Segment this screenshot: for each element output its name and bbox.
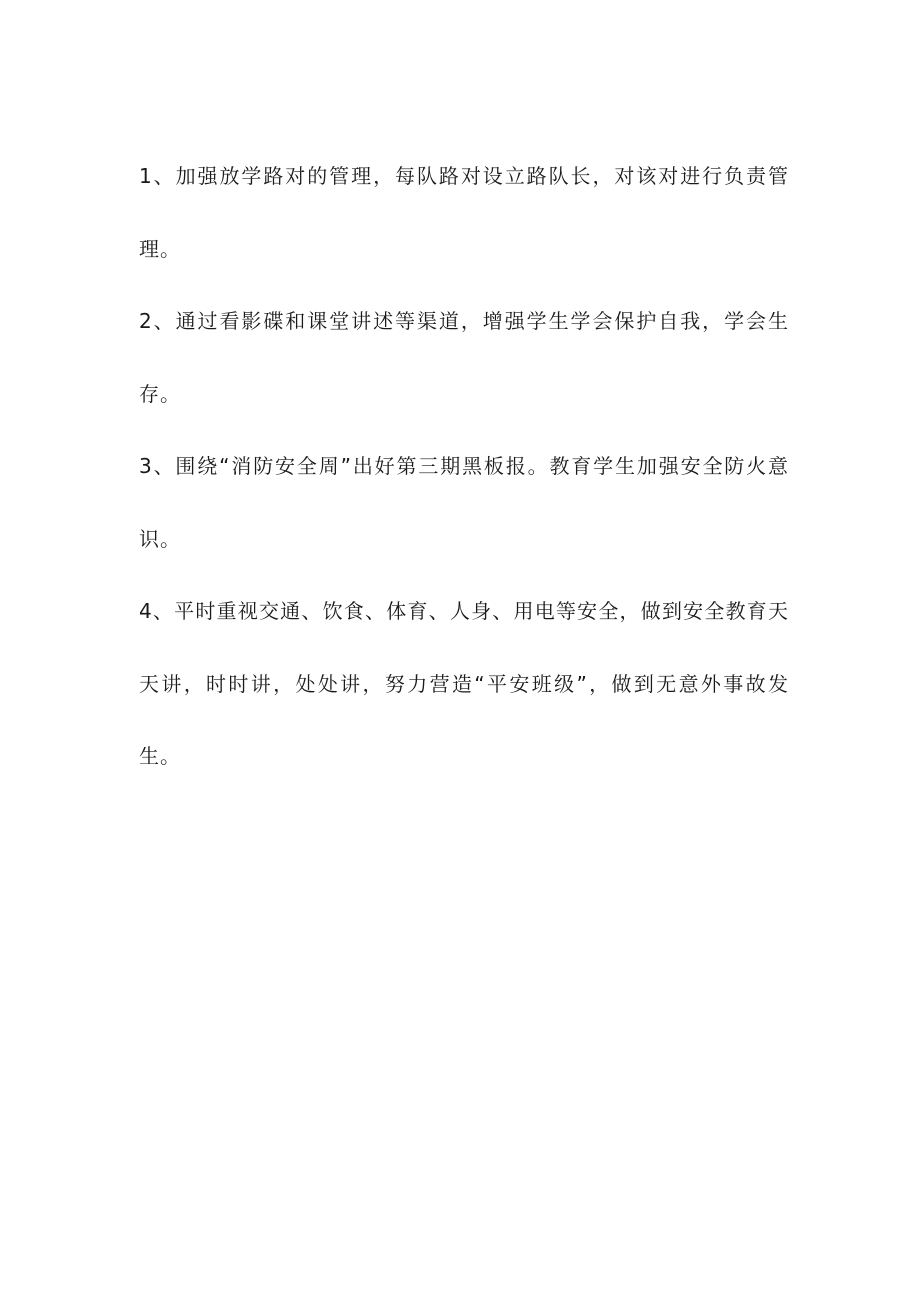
- paragraph-item-4: 4、平时重视交通、饮食、体育、人身、用电等安全，做到安全教育天天讲，时时讲，处处讲，努力营造“平安班级”，做到无意外事故发生。: [139, 599, 789, 768]
- document-body: [139, 140, 789, 793]
- paragraph-item-3: 3、围绕“消防安全周”出好第三期黑板报。教育学生加强安全防火意识。: [139, 454, 789, 551]
- paragraph-item-1: 1、加强放学路对的管理，每队路对设立路队长，对该对进行负责管理。: [139, 164, 789, 261]
- paragraph-item-2: 2、通过看影碟和课堂讲述等渠道，增强学生学会保护自我，学会生存。: [139, 309, 789, 406]
